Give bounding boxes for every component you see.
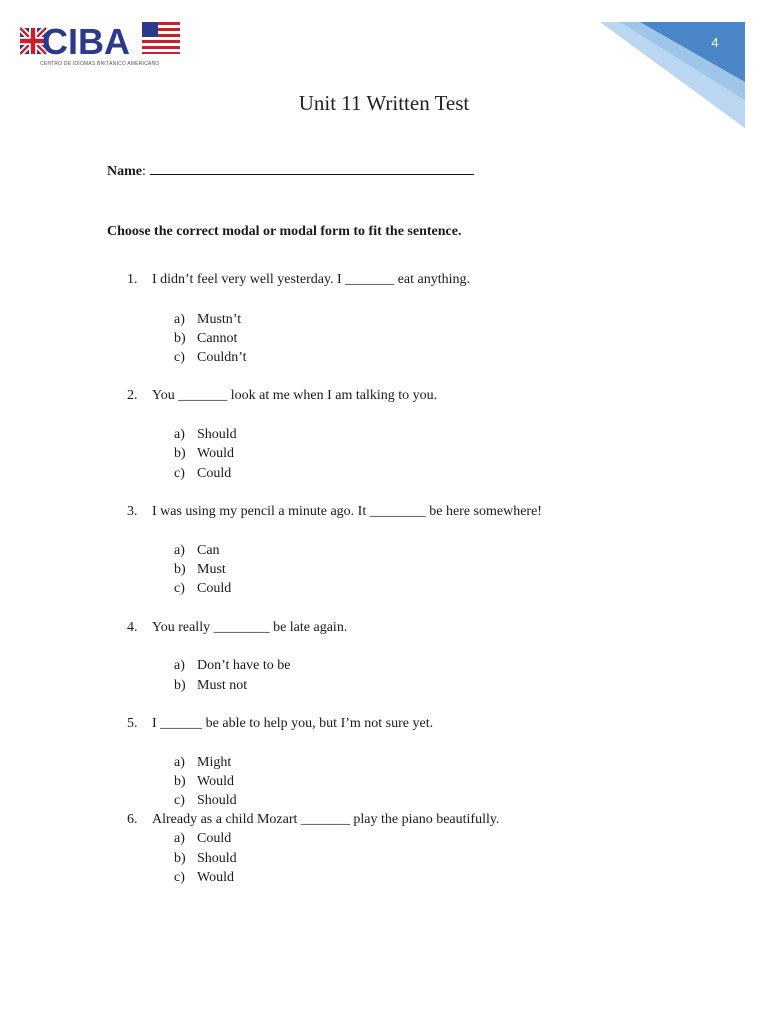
option-3c[interactable] [174, 581, 231, 597]
page-number: 4 [711, 35, 719, 50]
question-3 [127, 504, 542, 520]
name-label: Name [107, 164, 142, 179]
option-6b[interactable] [174, 851, 237, 867]
option-1b[interactable] [174, 331, 237, 347]
option-text: Could [197, 466, 232, 481]
logo-text: CIBA [42, 21, 130, 62]
option-letter: a) [174, 831, 185, 846]
question-text: I ______ be able to help you, but I’m not sure yet. [152, 716, 434, 731]
option-letter: a) [174, 427, 185, 442]
option-6a[interactable] [174, 831, 231, 847]
question-2 [127, 388, 437, 404]
option-4a[interactable] [174, 658, 290, 674]
option-1a[interactable] [174, 312, 241, 328]
question-6 [127, 812, 499, 828]
instruction: Choose the correct modal or modal form to fit the sentence. [107, 224, 462, 239]
option-letter: c) [174, 466, 185, 481]
page-title: Unit 11 Written Test [298, 91, 470, 115]
question-number: 3. [127, 504, 138, 519]
option-text: Should [197, 851, 237, 866]
name-colon: : [142, 164, 146, 179]
logo-tagline: CENTRO DE IDIOMAS BRITÁNICO AMERICANO [40, 61, 160, 67]
name-field [107, 164, 474, 180]
us-flag-icon [142, 22, 180, 54]
name-blank-line[interactable] [150, 164, 474, 175]
option-letter: b) [174, 446, 186, 461]
option-text: Should [197, 793, 237, 808]
option-letter: b) [174, 851, 186, 866]
option-letter: a) [174, 658, 185, 673]
question-number: 1. [127, 272, 138, 287]
option-letter: b) [174, 774, 186, 789]
option-4b[interactable] [174, 678, 247, 694]
option-2a[interactable] [174, 427, 237, 443]
question-number: 6. [127, 812, 138, 827]
option-1c[interactable] [174, 350, 247, 366]
option-5c[interactable] [174, 793, 237, 809]
option-letter: a) [174, 755, 185, 770]
option-letter: a) [174, 312, 185, 327]
option-letter: a) [174, 543, 185, 558]
option-letter: b) [174, 331, 186, 346]
question-text: I was using my pencil a minute ago. It ________ be here somewhere! [152, 504, 542, 519]
option-letter: c) [174, 793, 185, 808]
question-number: 4. [127, 620, 138, 635]
option-text: Can [197, 543, 220, 558]
question-number: 2. [127, 388, 138, 403]
option-text: Must [197, 562, 226, 577]
option-text: Could [197, 831, 232, 846]
option-letter: c) [174, 870, 185, 885]
question-1 [127, 272, 470, 288]
option-text: Would [197, 774, 234, 789]
option-text: Would [197, 870, 234, 885]
option-5a[interactable] [174, 755, 231, 771]
option-letter: c) [174, 581, 185, 596]
option-3b[interactable] [174, 562, 226, 578]
option-letter: c) [174, 350, 185, 365]
question-number: 5. [127, 716, 138, 731]
option-text: Couldn’t [197, 350, 247, 365]
question-4 [127, 620, 347, 636]
option-letter: b) [174, 562, 186, 577]
option-6c[interactable] [174, 870, 234, 886]
option-2c[interactable] [174, 466, 231, 482]
question-text: You _______ look at me when I am talking to you. [152, 388, 438, 403]
option-text: Don’t have to be [197, 658, 291, 673]
question-text: You really ________ be late again. [152, 620, 348, 635]
option-5b[interactable] [174, 774, 234, 790]
option-text: Would [197, 446, 234, 461]
option-text: Cannot [197, 331, 238, 346]
option-letter: b) [174, 678, 186, 693]
option-2b[interactable] [174, 446, 234, 462]
question-5 [127, 716, 433, 732]
option-text: Might [197, 755, 232, 770]
option-text: Must not [197, 678, 248, 693]
question-text: Already as a child Mozart _______ play the piano beautifully. [152, 812, 500, 827]
option-text: Could [197, 581, 232, 596]
option-3a[interactable] [174, 543, 220, 559]
option-text: Should [197, 427, 237, 442]
question-text: I didn’t feel very well yesterday. I _______ eat anything. [152, 272, 471, 287]
option-text: Mustn’t [197, 312, 242, 327]
